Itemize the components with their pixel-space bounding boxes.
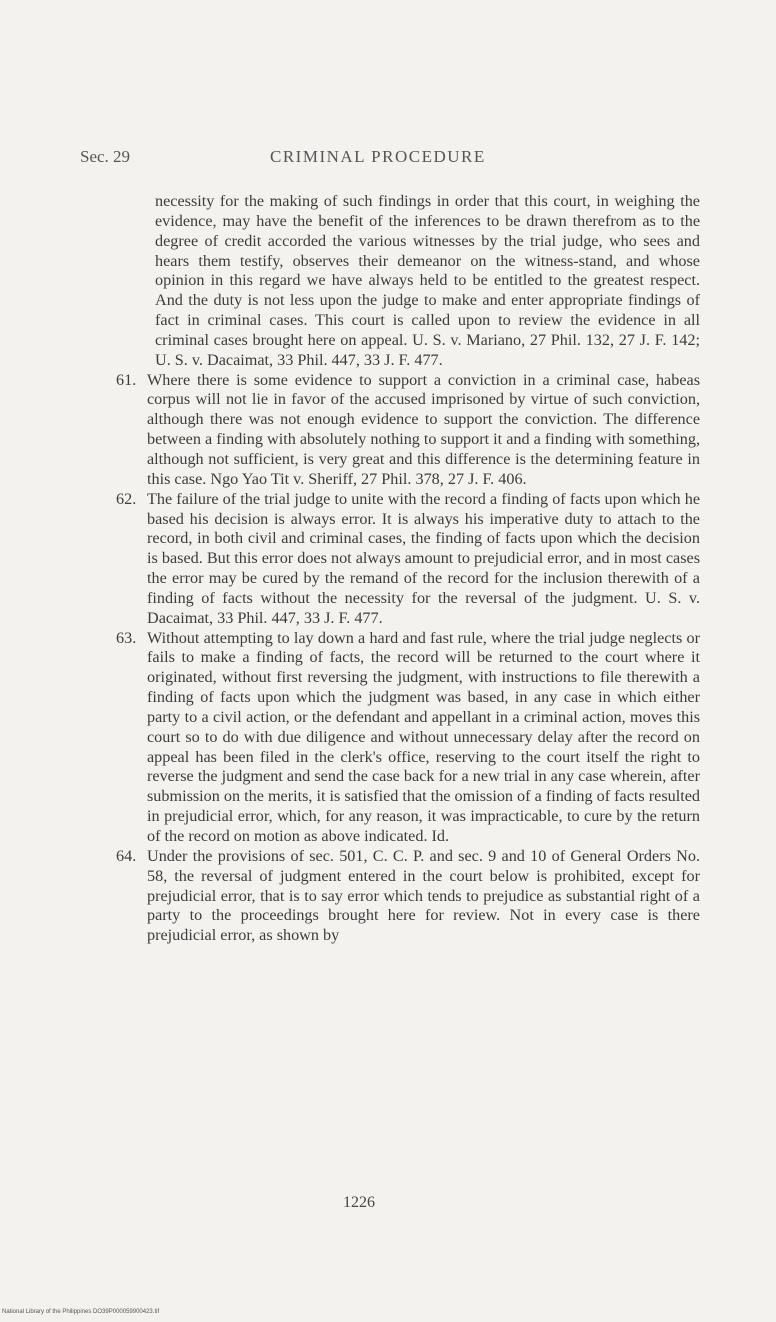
numbered-paragraph-63 <box>116 628 700 847</box>
paragraph-number: 64. <box>116 846 137 865</box>
numbered-paragraph-64 <box>116 846 700 946</box>
body-text <box>116 192 700 946</box>
paragraph-text: Under the provisions of sec. 501, C. C. P. and sec. 9 and 10 of General Orders No. 58, the reversal of judgment entered in the court below is prohibited, except for prejudicial error, that is to say error which tends to prejudice as substantial right of a party to the proceedings brought here for review. Not in every case is there prejudicial error, as shown by <box>147 846 700 945</box>
numbered-paragraph-61 <box>116 370 700 490</box>
paragraph-number: 63. <box>116 628 137 647</box>
paragraph-text: Without attempting to lay down a hard and fast rule, where the trial judge neglects or fails to make a finding of facts, the record will be returned to the court where it originated, without first reversing the judgment, with instructions to file therewith a finding of facts upon which the judgment was based, in any case in which either party to a civil action, or the defendant and appellant in a criminal action, moves this court so to do with due diligence and without unnecessary delay after the record on appeal has been filed in the clerk's office, reserving to the court itself the right to reverse the judgment and send the case back for a new trial in any case wherein, after submission on the merits, it is satisfied that the omission of a finding of facts resulted in prejudicial error, which, for any reason, it was impracticable, to cure by the return of the record on motion as above indicated. Id. <box>147 628 700 845</box>
paragraph-number: 62. <box>116 489 137 508</box>
running-header <box>80 147 698 169</box>
running-title: CRIMINAL PROCEDURE <box>270 147 486 166</box>
paragraph-text: The failure of the trial judge to unite with the record a finding of facts upon which he based his decision is always error. It is always his imperative duty to attach to the record, in both civil and criminal cases, the finding of facts upon which the decision is based. But this error does not always amount to prejudicial error, and in most cases the error may be cured by the remand of the record for the inclusion therewith of a finding of facts without the necessity for the reversal of the judgment. U. S. v. Dacaimat, 33 Phil. 447, 33 J. F. 477. <box>147 489 700 627</box>
paragraph-text: Where there is some evidence to support a conviction in a criminal case, habeas corpus will not lie in favor of the accused imprisoned by virtue of such conviction, although there was not enough evidence to support the conviction. The difference between a finding with absolutely nothing to support it and a finding with something, although not sufficient, is very great and this difference is the determining feature in this case. Ngo Yao Tit v. Sheriff, 27 Phil. 378, 27 J. F. 406. <box>147 370 700 488</box>
section-label: Sec. 29 <box>80 147 131 166</box>
continuation-paragraph: necessity for the making of such findings in order that this court, in weighing the evidence, may have the benefit of the inferences to be drawn therefrom as to the degree of credit accorded the various witnesses by the trial judge, who sees and hears them testify, observes their demeanor on the witness-stand, and whose opinion in this regard we have always held to be entitled to the greatest respect. And the duty is not less upon the judge to make and enter appropriate findings of fact in criminal cases. This court is called upon to review the evidence in all criminal cases brought here on appeal. U. S. v. Mariano, 27 Phil. 132, 27 J. F. 142; U. S. v. Dacaimat, 33 Phil. 447, 33 J. F. 477. <box>155 192 700 369</box>
page-number: 1226 <box>343 1194 375 1211</box>
scan-imprint: National Library of the Philippines DO39P000059900423.tif <box>2 1309 160 1315</box>
numbered-paragraph-62 <box>116 489 700 629</box>
paragraph-number: 61. <box>116 370 137 389</box>
